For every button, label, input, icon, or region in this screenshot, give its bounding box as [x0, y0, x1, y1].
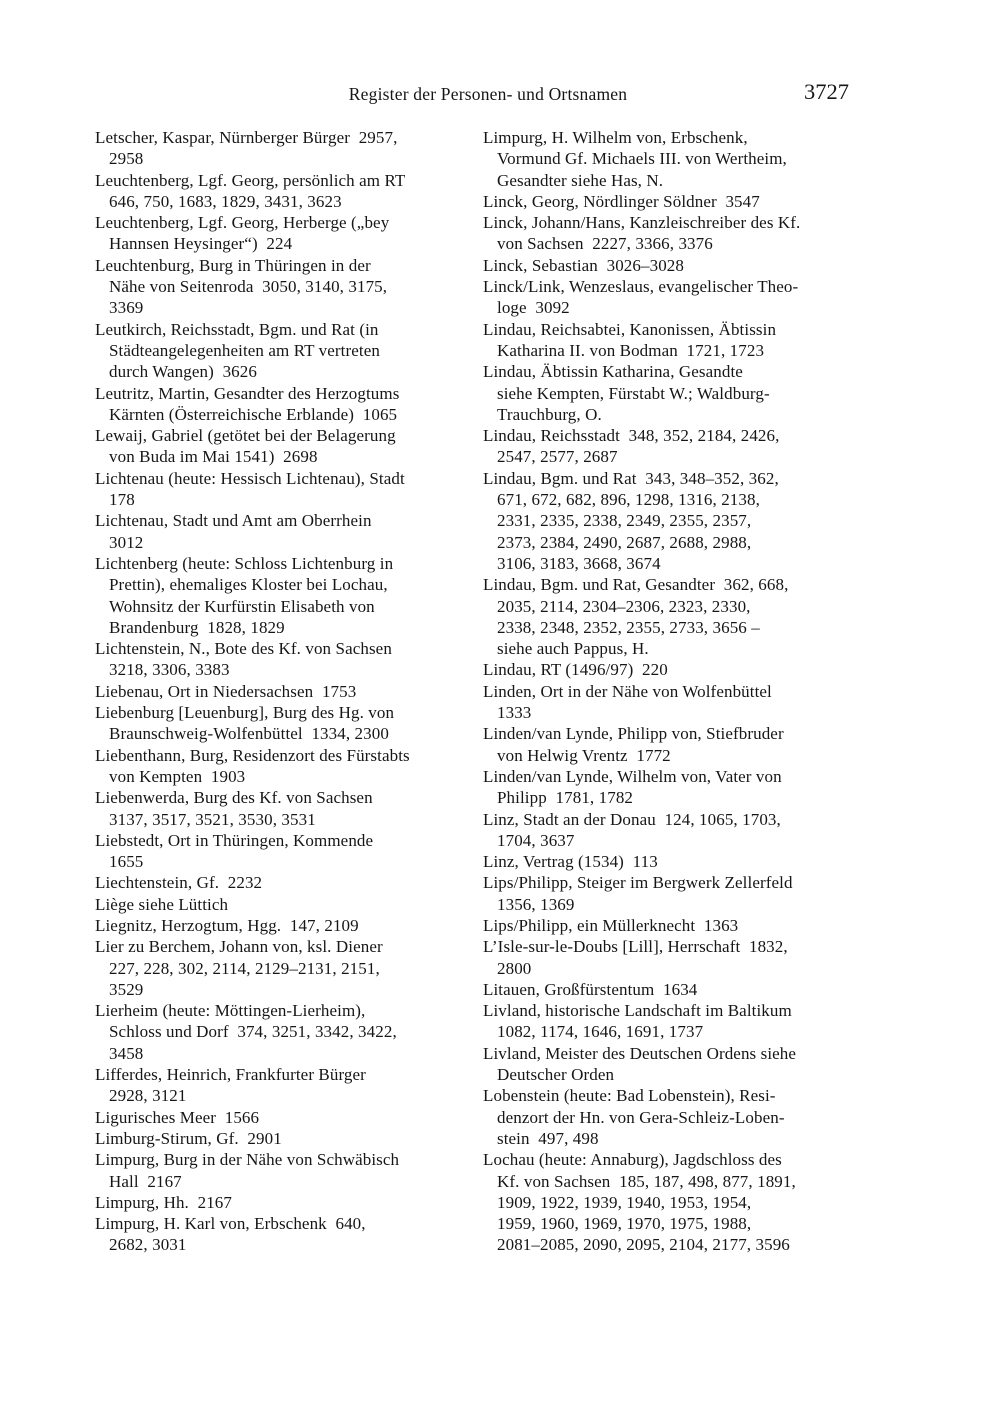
entry-line: 2081–2085, 2090, 2095, 2104, 2177, 3596: [497, 1235, 790, 1255]
entry-line: Lindau, Äbtissin Katharina, Gesandte: [483, 362, 743, 382]
index-entry: [95, 936, 483, 1000]
entry-line: Lifferdes, Heinrich, Frankfurter Bürger: [95, 1065, 366, 1085]
entry-line: Leuchtenberg, Lgf. Georg, persönlich am RT: [95, 170, 406, 190]
entry-line: Leuchtenburg, Burg in Thüringen in der: [95, 255, 371, 275]
entry-line: Linz, Stadt an der Donau 124, 1065, 1703,: [483, 809, 781, 829]
entry-line: 227, 228, 302, 2114, 2129–2131, 2151,: [109, 958, 380, 978]
index-entry: [483, 766, 881, 809]
entry-line: Leutkirch, Reichsstadt, Bgm. und Rat (in: [95, 319, 379, 339]
entry-line: Lindau, Reichsstadt 348, 352, 2184, 2426,: [483, 426, 780, 446]
index-entry: [483, 425, 881, 468]
entry-line: Lindau, Reichsabtei, Kanonissen, Äbtissin: [483, 319, 777, 339]
entry-line: 1356, 1369: [497, 894, 575, 914]
entry-line: Lindau, Bgm. und Rat 343, 348–352, 362,: [483, 468, 779, 488]
entry-line: Lindau, Bgm. und Rat, Gesandter 362, 668,: [483, 575, 789, 595]
entry-line: 1082, 1174, 1646, 1691, 1737: [497, 1022, 704, 1042]
entry-line: Schloss und Dorf 374, 3251, 3342, 3422,: [109, 1022, 397, 1042]
index-entry: [95, 1107, 483, 1128]
entry-line: durch Wangen) 3626: [109, 362, 257, 382]
entry-line: von Kempten 1903: [109, 766, 246, 786]
index-entry: [483, 1085, 881, 1149]
entry-line: 3137, 3517, 3521, 3530, 3531: [109, 809, 316, 829]
entry-line: 1333: [497, 703, 532, 723]
entry-line: von Helwig Vrentz 1772: [497, 745, 671, 765]
index-entry: [483, 212, 881, 255]
entry-line: 2373, 2384, 2490, 2687, 2688, 2988,: [497, 532, 752, 552]
index-entry: [483, 915, 881, 936]
entry-line: 2800: [497, 958, 532, 978]
index-entry: [95, 553, 483, 638]
entry-line: Lichtenau, Stadt und Amt am Oberrhein: [95, 511, 372, 531]
entry-line: Lier zu Berchem, Johann von, ksl. Diener: [95, 937, 383, 957]
entry-line: 3012: [109, 532, 144, 552]
entry-line: siehe auch Pappus, H.: [497, 639, 649, 659]
index-entry: [95, 681, 483, 702]
entry-line: 2928, 3121: [109, 1086, 187, 1106]
index-entry: [483, 468, 881, 574]
index-entry: [95, 702, 483, 745]
running-title: Register der Personen- und Ortsnamen: [348, 84, 628, 104]
entry-line: Nähe von Seitenroda 3050, 3140, 3175,: [109, 277, 388, 297]
entry-line: 3106, 3183, 3668, 3674: [497, 553, 661, 573]
entry-line: Liebenau, Ort in Niedersachsen 1753: [95, 681, 357, 701]
entry-line: Linck, Sebastian 3026–3028: [483, 255, 685, 275]
index-entry: [95, 510, 483, 553]
index-entry: [95, 1128, 483, 1149]
entry-line: Limpurg, Burg in der Nähe von Schwäbisch: [95, 1150, 400, 1170]
index-entry: [95, 1000, 483, 1064]
entry-line: 3218, 3306, 3383: [109, 660, 230, 680]
page-number: 3727: [804, 79, 849, 104]
page-content: [95, 79, 881, 1256]
index-entry: [483, 127, 881, 191]
index-entry: [95, 638, 483, 681]
entry-line: Limpurg, Hh. 2167: [95, 1192, 233, 1212]
index-entry: [95, 383, 483, 426]
entry-line: 671, 672, 682, 896, 1298, 1316, 2138,: [497, 490, 760, 510]
index-entry: [95, 1149, 483, 1192]
entry-line: Hannsen Heysinger“) 224: [109, 234, 293, 254]
index-entry: [483, 659, 881, 680]
index-entry: [483, 723, 881, 766]
entry-line: Katharina II. von Bodman 1721, 1723: [497, 340, 765, 360]
entry-line: Leuchtenberg, Lgf. Georg, Herberge („bey: [95, 213, 390, 233]
entry-line: Leutritz, Martin, Gesandter des Herzogtums: [95, 383, 400, 403]
index-entry: [483, 851, 881, 872]
entry-line: Gesandter siehe Has, N.: [497, 170, 664, 190]
entry-line: Liège siehe Lüttich: [95, 894, 229, 914]
entry-line: Litauen, Großfürstentum 1634: [483, 979, 698, 999]
entry-line: 3458: [109, 1043, 144, 1063]
entry-line: Lichtenstein, N., Bote des Kf. von Sachsen: [95, 639, 392, 659]
entry-line: Linck, Georg, Nördlinger Söldner 3547: [483, 191, 760, 211]
entry-line: Lips/Philipp, ein Müllerknecht 1363: [483, 915, 739, 935]
index-entry: [483, 319, 881, 362]
index-entry: [95, 894, 483, 915]
entry-line: Lichtenberg (heute: Schloss Lichtenburg in: [95, 553, 394, 573]
index-entry: [95, 1213, 483, 1256]
entry-line: Livland, Meister des Deutschen Ordens siehe: [483, 1043, 797, 1063]
entry-line: Trauchburg, O.: [497, 404, 602, 424]
entry-line: 2682, 3031: [109, 1235, 187, 1255]
entry-line: 3529: [109, 979, 144, 999]
entry-line: L’Isle-sur-le-Doubs [Lill], Herrschaft 1832,: [483, 937, 788, 957]
entry-line: Lips/Philipp, Steiger im Bergwerk Zellerfeld: [483, 873, 793, 893]
index-entry: [483, 1043, 881, 1086]
entry-line: von Buda im Mai 1541) 2698: [109, 447, 318, 467]
index-entry: [95, 255, 483, 319]
entry-line: loge 3092: [497, 298, 570, 318]
entry-line: 1959, 1960, 1969, 1970, 1975, 1988,: [497, 1214, 752, 1234]
index-entry: [483, 574, 881, 659]
entry-line: 2035, 2114, 2304–2306, 2323, 2330,: [497, 596, 751, 616]
index-entry: [95, 319, 483, 383]
index-columns: [95, 127, 881, 1256]
entry-line: 1704, 3637: [497, 830, 575, 850]
entry-line: Lichtenau (heute: Hessisch Lichtenau), Stadt: [95, 468, 405, 488]
entry-line: Limpurg, H. Karl von, Erbschenk 640,: [95, 1214, 366, 1234]
entry-line: Liebenthann, Burg, Residenzort des Fürstabts: [95, 745, 410, 765]
entry-line: Braunschweig-Wolfenbüttel 1334, 2300: [109, 724, 389, 744]
entry-line: Lochau (heute: Annaburg), Jagdschloss des: [483, 1150, 782, 1170]
index-entry: [483, 809, 881, 852]
entry-line: 646, 750, 1683, 1829, 3431, 3623: [109, 191, 342, 211]
index-entry: [483, 979, 881, 1000]
index-entry: [95, 212, 483, 255]
entry-line: Linden, Ort in der Nähe von Wolfenbüttel: [483, 681, 772, 701]
index-entry: [95, 915, 483, 936]
entry-line: siehe Kempten, Fürstabt W.; Waldburg-: [497, 383, 770, 403]
entry-line: Limburg-Stirum, Gf. 2901: [95, 1128, 282, 1148]
index-entry: [483, 255, 881, 276]
index-column-left: [95, 127, 483, 1256]
entry-line: 178: [109, 490, 135, 510]
index-entry: [95, 787, 483, 830]
entry-line: 2338, 2348, 2352, 2355, 2733, 3656 –: [497, 617, 760, 637]
entry-line: denzort der Hn. von Gera-Schleiz-Loben-: [497, 1107, 785, 1127]
entry-line: Hall 2167: [109, 1171, 182, 1191]
index-entry: [95, 1064, 483, 1107]
index-entry: [483, 936, 881, 979]
page-header: [95, 79, 881, 105]
index-entry: [95, 425, 483, 468]
entry-line: Städteangelegenheiten am RT vertreten: [109, 340, 380, 360]
entry-line: Liechtenstein, Gf. 2232: [95, 873, 263, 893]
index-entry: [483, 1149, 881, 1255]
entry-line: Philipp 1781, 1782: [497, 788, 634, 808]
entry-line: Linden/van Lynde, Wilhelm von, Vater von: [483, 766, 782, 786]
entry-line: Prettin), ehemaliges Kloster bei Lochau,: [109, 575, 388, 595]
entry-line: Ligurisches Meer 1566: [95, 1107, 260, 1127]
entry-line: Letscher, Kaspar, Nürnberger Bürger 2957,: [95, 128, 398, 147]
entry-line: Lobenstein (heute: Bad Lobenstein), Resi-: [483, 1086, 776, 1106]
entry-line: 1909, 1922, 1939, 1940, 1953, 1954,: [497, 1192, 752, 1212]
index-entry: [483, 681, 881, 724]
entry-line: Liebenwerda, Burg des Kf. von Sachsen: [95, 788, 373, 808]
entry-line: Linck/Link, Wenzeslaus, evangelischer Theo-: [483, 277, 799, 297]
index-entry: [483, 1000, 881, 1043]
entry-line: stein 497, 498: [497, 1128, 599, 1148]
index-entry: [483, 872, 881, 915]
entry-line: Kärnten (Österreichische Erblande) 1065: [109, 404, 398, 424]
index-entry: [95, 872, 483, 893]
entry-line: 2958: [109, 149, 144, 169]
index-entry: [95, 127, 483, 170]
index-entry: [95, 1192, 483, 1213]
index-entry: [483, 361, 881, 425]
entry-line: 1655: [109, 852, 144, 872]
index-entry: [95, 468, 483, 511]
index-entry: [483, 191, 881, 212]
entry-line: Liegnitz, Herzogtum, Hgg. 147, 2109: [95, 915, 359, 935]
index-entry: [95, 170, 483, 213]
entry-line: Lewaij, Gabriel (getötet bei der Belagerung: [95, 426, 396, 446]
entry-line: Liebenburg [Leuenburg], Burg des Hg. von: [95, 703, 395, 723]
entry-line: Linck, Johann/Hans, Kanzleischreiber des Kf.: [483, 213, 801, 233]
entry-line: Linden/van Lynde, Philipp von, Stiefbruder: [483, 724, 784, 744]
index-entry: [95, 830, 483, 873]
entry-line: Linz, Vertrag (1534) 113: [483, 852, 658, 872]
entry-line: Limpurg, H. Wilhelm von, Erbschenk,: [483, 128, 748, 147]
entry-line: 2331, 2335, 2338, 2349, 2355, 2357,: [497, 511, 752, 531]
entry-line: Lindau, RT (1496/97) 220: [483, 660, 668, 680]
entry-line: Wohnsitz der Kurfürstin Elisabeth von: [109, 596, 375, 616]
entry-line: Kf. von Sachsen 185, 187, 498, 877, 1891,: [497, 1171, 796, 1191]
index-entry: [483, 276, 881, 319]
entry-line: Deutscher Orden: [497, 1065, 615, 1085]
entry-line: Brandenburg 1828, 1829: [109, 617, 285, 637]
entry-line: Lierheim (heute: Möttingen-Lierheim),: [95, 1001, 366, 1021]
index-column-right: [483, 127, 881, 1256]
entry-line: von Sachsen 2227, 3366, 3376: [497, 234, 713, 254]
entry-line: Vormund Gf. Michaels III. von Wertheim,: [497, 149, 787, 169]
entry-line: 2547, 2577, 2687: [497, 447, 618, 467]
entry-line: Livland, historische Landschaft im Baltikum: [483, 1001, 792, 1021]
index-entry: [95, 745, 483, 788]
entry-line: Liebstedt, Ort in Thüringen, Kommende: [95, 830, 374, 850]
entry-line: 3369: [109, 298, 144, 318]
